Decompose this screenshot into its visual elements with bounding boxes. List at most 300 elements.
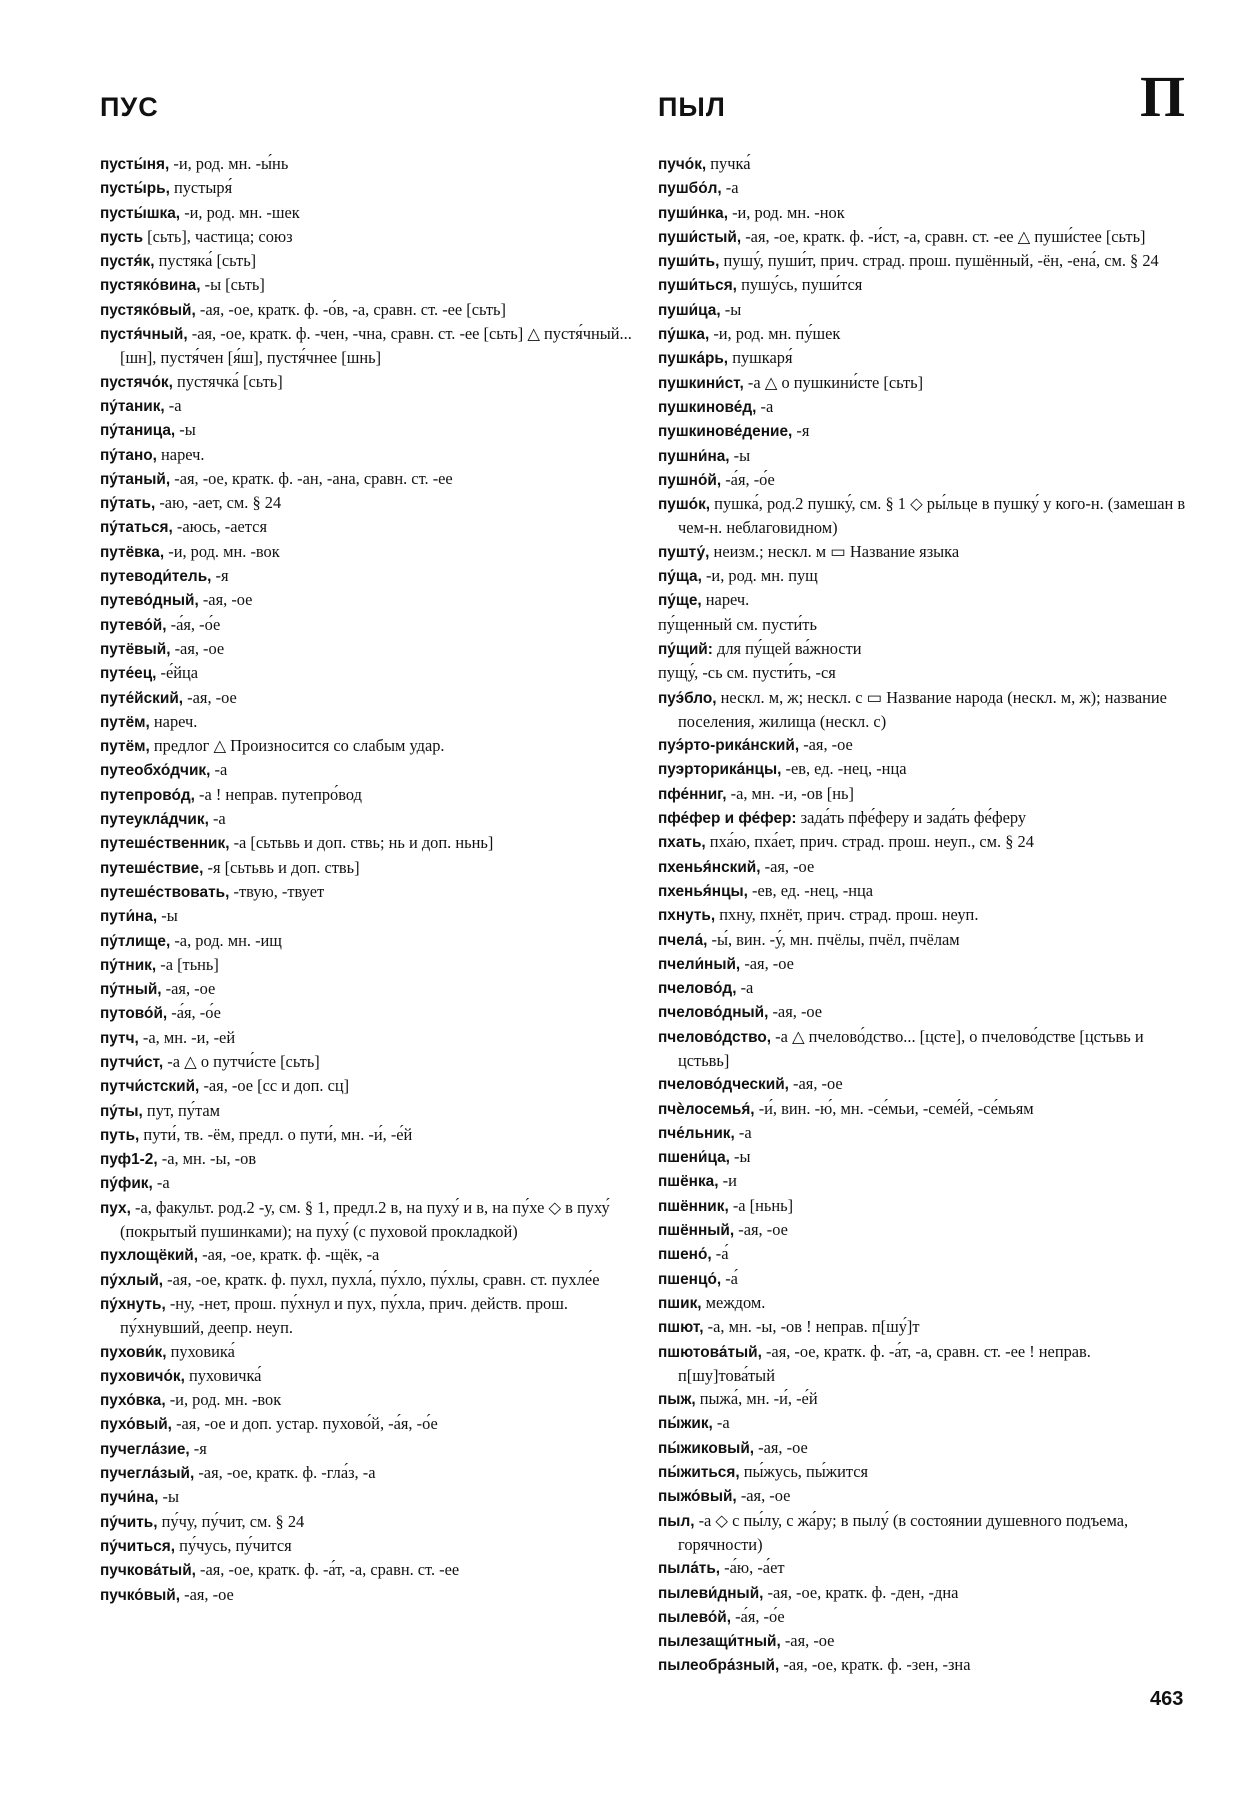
dictionary-entry xyxy=(100,1123,632,1147)
entry-headword: путеше́ственник, xyxy=(100,835,230,853)
entry-definition: нареч. xyxy=(701,590,750,610)
entry-headword: пушкини́ст, xyxy=(658,374,744,392)
entry-definition: -ев, ед. -нец, -нца xyxy=(747,880,874,900)
entry-headword: пуши́ца, xyxy=(658,301,721,319)
dictionary-entry xyxy=(100,880,632,904)
entry-definition: -и, род. мн. пу́шек xyxy=(709,324,841,344)
dictionary-entry xyxy=(658,1169,1190,1193)
entry-headword: пылево́й, xyxy=(658,1608,731,1626)
entry-definition: зада́ть пфе́феру и зада́ть фе́феру xyxy=(796,808,1027,828)
dictionary-entry xyxy=(658,637,1190,661)
entry-headword: пыла́ть, xyxy=(658,1560,721,1578)
entry-headword: пу́фик, xyxy=(100,1175,153,1193)
dictionary-entry xyxy=(658,1000,1190,1024)
entry-definition: -ев, ед. -нец, -нца xyxy=(781,759,907,779)
dictionary-entry xyxy=(658,1218,1190,1242)
dictionary-entry xyxy=(100,1026,632,1050)
entry-headword: пустячо́к, xyxy=(100,373,173,391)
entry-definition: -ая, -ое xyxy=(740,953,794,973)
dictionary-entry xyxy=(658,1411,1190,1435)
entry-definition: -ая, -ое, кратк. ф. пухл, пухла́, пу́хло, пу́хлы, сравн. ст. пухле́е xyxy=(163,1269,600,1289)
entry-definition: пут, пу́там xyxy=(142,1100,220,1120)
entry-definition: -ая, -ое, кратк. ф. -чен, -чна, сравн. ст. -ее [сьть] △ пустя́чный... [шн], пустя́чен [я́ш], пустя́чнее [шнь] xyxy=(120,324,632,368)
entry-definition: -и xyxy=(718,1171,737,1191)
dictionary-entry xyxy=(658,298,1190,322)
entry-headword: пшенцо́, xyxy=(658,1270,722,1288)
entry-headword: пушно́й, xyxy=(658,471,722,489)
dictionary-entry xyxy=(100,515,632,539)
entry-headword: пшени́ца, xyxy=(658,1149,730,1167)
entry-headword: пчелово́дство, xyxy=(658,1028,772,1046)
entry-headword: пу́шка, xyxy=(658,326,710,344)
entry-definition: -а, род. мн. -ищ xyxy=(170,930,282,950)
entry-definition: -а, мн. -и, -ов [нь] xyxy=(726,783,854,803)
entry-headword: пуф1-2, xyxy=(100,1151,158,1169)
dictionary-entry xyxy=(658,468,1190,492)
entry-definition: [сьть], частица; союз xyxy=(143,226,293,246)
entry-definition: -ая, -ое, кратк. ф. -ан, -ана, сравн. ст. -ее xyxy=(170,468,453,488)
entry-headword: пу́хлый, xyxy=(100,1271,164,1289)
dictionary-entry xyxy=(100,1510,632,1534)
entry-headword: пыл, xyxy=(658,1512,695,1530)
entry-headword: пу́тать, xyxy=(100,495,156,513)
dictionary-entry xyxy=(658,830,1190,854)
dictionary-entry xyxy=(658,201,1190,225)
entry-headword: путево́дный, xyxy=(100,592,199,610)
entry-headword: путём, xyxy=(100,738,150,756)
entry-definition: -а xyxy=(736,978,754,998)
entry-definition: -ая, -ое, кратк. ф. -а́т, -а, сравн. ст. -ее ! неправ. п[шу]това́тый xyxy=(678,1341,1091,1385)
entry-headword: пфе́фер и фе́фер: xyxy=(658,810,797,828)
entry-definition: пуховичка́ xyxy=(184,1365,262,1385)
entry-definition: нареч. xyxy=(149,711,198,731)
entry-definition: пушу́сь, пуши́тся xyxy=(736,275,863,295)
entry-definition: -а ◇ с пы́лу, с жа́ру; в пылу́ (в состоянии душевного подъема, горячности) xyxy=(678,1510,1129,1554)
dictionary-entry xyxy=(100,1388,632,1412)
entry-headword: пуэ́бло, xyxy=(658,689,717,707)
dictionary-entry xyxy=(658,540,1190,564)
entry-headword: пусть xyxy=(100,228,144,246)
dictionary-entry xyxy=(100,977,632,1001)
dictionary-entry xyxy=(658,903,1190,927)
entry-headword: пусты́рь, xyxy=(100,180,170,198)
entry-headword: пу́щий: xyxy=(658,640,713,658)
dictionary-entry xyxy=(100,225,632,249)
dictionary-entry xyxy=(658,249,1190,273)
entry-definition: -ы xyxy=(157,906,178,926)
entry-definition: -ая, -ое xyxy=(198,590,253,610)
left-column xyxy=(100,152,632,1607)
dictionary-entry xyxy=(100,588,632,612)
entry-definition: -а xyxy=(210,760,228,780)
dictionary-entry xyxy=(658,733,1190,757)
dictionary-entry xyxy=(100,1461,632,1485)
entry-headword: пухови́к, xyxy=(100,1343,167,1361)
entry-definition: -ы xyxy=(175,420,196,440)
entry-headword: пу́тано, xyxy=(100,446,157,464)
dictionary-entry xyxy=(100,1099,632,1123)
entry-definition: -ая, -ое xyxy=(180,1584,234,1604)
dictionary-entry xyxy=(658,1340,1190,1388)
entry-headword: пче́льник, xyxy=(658,1124,735,1142)
dictionary-entry xyxy=(658,419,1190,443)
entry-definition: пу́чусь, пу́чится xyxy=(175,1535,292,1555)
dictionary-entry xyxy=(100,904,632,928)
entry-definition: пушкаря́ xyxy=(728,348,793,368)
entry-headword: пыжо́вый, xyxy=(658,1488,737,1506)
entry-headword: пухо́вка, xyxy=(100,1392,166,1410)
entry-headword: пухо́вый, xyxy=(100,1416,172,1434)
entry-definition: -ая, -ое и доп. устар. пухово́й, -а́я, -о́е xyxy=(171,1414,438,1434)
entry-headword: пу́читься, xyxy=(100,1537,176,1555)
dictionary-entry xyxy=(658,1484,1190,1508)
entry-headword: пушни́на, xyxy=(658,447,730,465)
entry-definition: -ая, -ое [сс и доп. сц] xyxy=(199,1076,350,1096)
dictionary-entry xyxy=(658,879,1190,903)
entry-headword: пучкова́тый, xyxy=(100,1562,196,1580)
entry-headword: путёвый, xyxy=(100,640,171,658)
dictionary-entry xyxy=(100,201,632,225)
entry-definition: -ая, -ое xyxy=(768,1002,823,1022)
dictionary-entry xyxy=(100,564,632,588)
entry-definition: -ну, -нет, прош. пу́хнул и пух, пу́хла, прич. действ. прош. пу́хнувший, деепр. неуп. xyxy=(120,1293,568,1338)
entry-definition: -ая, -ое, кратк. ф. -ден, -дна xyxy=(763,1582,959,1602)
entry-headword: пути́на, xyxy=(100,908,158,926)
dictionary-entry xyxy=(100,298,632,322)
entry-definition: -а xyxy=(712,1413,730,1433)
dictionary-entry xyxy=(100,491,632,515)
entry-definition: -я xyxy=(792,421,810,441)
dictionary-entry xyxy=(658,225,1190,249)
entry-definition: -ы xyxy=(729,445,751,465)
entry-headword: путём, xyxy=(100,713,150,731)
entry-definition: -а xyxy=(756,396,774,416)
entry-headword: пу́тлище, xyxy=(100,932,171,950)
entry-definition: -а xyxy=(734,1122,752,1142)
entry-headword: пчелово́дный, xyxy=(658,1004,769,1022)
entry-definition: -ая, -ое, кратк. ф. -и́ст, -а, сравн. ст. -ее △ пуши́стее [сьть] xyxy=(741,226,1146,246)
entry-headword: пушту́, xyxy=(658,543,710,561)
entry-definition: -а́я, -о́е xyxy=(166,614,221,634)
dictionary-entry xyxy=(100,370,632,394)
entry-definition: нескл. м, ж; нескл. с ▭ Название народа (нескл. м, ж); название поселения, жилища (нескл. с) xyxy=(678,687,1167,731)
page-number: 463 xyxy=(1150,1688,1184,1710)
entry-headword: пустяко́вый, xyxy=(100,301,196,319)
dictionary-entry xyxy=(100,1001,632,1025)
entry-headword: пхенья́нский, xyxy=(658,858,761,876)
dictionary-entry xyxy=(658,1121,1190,1145)
dictionary-entry xyxy=(100,637,632,661)
entry-definition: пустыря́ xyxy=(169,178,233,198)
running-head-right: ПЫЛ xyxy=(658,92,726,122)
entry-headword: пу́тный, xyxy=(100,981,162,999)
entry-headword: пшютова́тый, xyxy=(658,1343,762,1361)
entry-headword: пхнуть, xyxy=(658,907,716,925)
dictionary-entry xyxy=(658,1509,1190,1557)
entry-definition: -а xyxy=(152,1173,170,1193)
entry-definition: -а △ пчелово́дство... [цсте], о пчелово́дстве [цстьвь и цстьвь] xyxy=(678,1026,1144,1070)
entry-headword: путеше́ствие, xyxy=(100,859,204,877)
dictionary-entry xyxy=(658,1097,1190,1121)
entry-headword: пы́житься, xyxy=(658,1464,740,1482)
entry-definition: -ая, -ое xyxy=(799,735,853,755)
entry-definition: -я xyxy=(211,566,229,586)
entry-definition: -а [сьтьвь и доп. ствь; нь и доп. ньнь] xyxy=(229,833,494,853)
entry-definition: -и, род. мн. -вок xyxy=(164,541,280,561)
entry-headword: путе́ец, xyxy=(100,665,157,683)
entry-definition: -а́ xyxy=(711,1244,729,1264)
dictionary-entry xyxy=(100,1437,632,1461)
dictionary-entry xyxy=(658,152,1190,176)
entry-definition: -а xyxy=(208,809,226,829)
dictionary-entry xyxy=(658,952,1190,976)
entry-headword: пы́жик, xyxy=(658,1415,713,1433)
entry-definition: -а́ xyxy=(721,1268,738,1288)
entry-definition: -аю, -ает, см. § 24 xyxy=(155,493,282,513)
entry-headword: пустяко́вина, xyxy=(100,277,201,295)
dictionary-entry xyxy=(100,613,632,637)
entry-headword: пусты́шка, xyxy=(100,204,181,222)
entry-definition: -а △ о путчи́сте [сьть] xyxy=(163,1051,320,1071)
entry-definition: -а ! неправ. путепро́вод xyxy=(194,784,362,804)
dictionary-entry xyxy=(100,1340,632,1364)
entry-definition: -и, род. мн. пущ xyxy=(701,566,818,586)
entry-definition: -и, род. мн. -ы́нь xyxy=(169,154,289,173)
dictionary-entry xyxy=(100,1364,632,1388)
entry-definition: -и́, вин. -ю́, мн. -се́мьи, -семе́й, -се́мьям xyxy=(754,1098,1034,1118)
entry-headword: путеобхо́дчик, xyxy=(100,762,211,780)
entry-definition: -а [ньнь] xyxy=(728,1195,794,1215)
entry-headword: пшют, xyxy=(658,1319,704,1337)
entry-headword: путчи́стский, xyxy=(100,1078,200,1096)
dictionary-entry xyxy=(100,467,632,491)
entry-headword: пылеви́дный, xyxy=(658,1584,764,1602)
dictionary-entry xyxy=(100,1558,632,1582)
entry-definition: -ая, -ое xyxy=(754,1437,808,1457)
entry-definition: междом. xyxy=(701,1292,766,1312)
dictionary-entry xyxy=(100,686,632,710)
dictionary-entry xyxy=(100,443,632,467)
entry-definition: пуховика́ xyxy=(166,1341,235,1361)
entry-headword: пучи́на, xyxy=(100,1489,159,1507)
entry-definition: нареч. xyxy=(156,444,205,464)
entry-headword: пуши́нка, xyxy=(658,204,728,222)
entry-definition: для пу́щей ва́жности xyxy=(712,638,862,658)
entry-definition: -а △ о пушкини́сте [сьть] xyxy=(743,372,924,392)
entry-definition: -ы xyxy=(729,1147,751,1167)
entry-headword: пушбо́л, xyxy=(658,180,722,198)
entry-headword: путч, xyxy=(100,1029,139,1047)
entry-definition: пустяка́ [сьть] xyxy=(154,251,257,271)
dictionary-entry xyxy=(100,856,632,880)
dictionary-entry xyxy=(100,273,632,297)
entry-definition: -а́я, -о́е xyxy=(721,469,775,489)
entry-definition: -а [тьнь] xyxy=(156,954,219,974)
dictionary-entry xyxy=(658,346,1190,370)
entry-headword: пух, xyxy=(100,1199,131,1217)
entry-headword: путево́й, xyxy=(100,616,167,634)
dictionary-entry xyxy=(658,782,1190,806)
entry-headword: путе́йский, xyxy=(100,689,184,707)
entry-headword: пучегла́зие, xyxy=(100,1440,190,1458)
dictionary-entry xyxy=(658,1460,1190,1484)
dictionary-entry xyxy=(100,418,632,442)
entry-headword: пчѐлосемья́, xyxy=(658,1100,755,1118)
entry-definition: пха́ю, пха́ет, прич. страд. прош. неуп., см. § 24 xyxy=(705,832,1034,852)
entry-definition: пы́жусь, пы́жится xyxy=(739,1462,869,1482)
entry-definition: -а, мн. -и, -ей xyxy=(138,1027,236,1047)
dictionary-entry xyxy=(658,1629,1190,1653)
entry-headword: пшёнка, xyxy=(658,1173,719,1191)
dictionary-entry xyxy=(100,953,632,977)
entry-headword: пу́ща, xyxy=(658,568,702,586)
entry-headword: пу́таный, xyxy=(100,470,171,488)
entry-definition: предлог △ Произносится со слабым удар. xyxy=(149,736,445,756)
entry-headword: пучегла́зый, xyxy=(100,1465,195,1483)
dictionary-entry xyxy=(658,395,1190,419)
entry-definition: неизм.; нескл. м ▭ Название языка xyxy=(709,541,960,561)
entry-headword: путчи́ст, xyxy=(100,1053,164,1071)
entry-headword: пу́ще, xyxy=(658,592,702,610)
dictionary-entry xyxy=(100,661,632,685)
entry-definition: -ая, -ое xyxy=(736,1486,791,1506)
dictionary-entry xyxy=(100,1243,632,1267)
entry-definition: -я [сьтьвь и доп. ствь] xyxy=(203,857,360,877)
entry-headword: путеводи́тель, xyxy=(100,568,212,586)
running-head-left: ПУС xyxy=(100,92,159,122)
dictionary-entry xyxy=(100,1196,632,1244)
dictionary-entry xyxy=(658,613,1190,637)
dictionary-entry xyxy=(658,855,1190,879)
entry-headword: пшённый, xyxy=(658,1222,735,1240)
dictionary-entry xyxy=(100,176,632,200)
dictionary-entry xyxy=(658,588,1190,612)
entry-headword: пыж, xyxy=(658,1391,696,1409)
entry-headword: пу́чить, xyxy=(100,1513,158,1531)
entry-definition: -ая, -ое xyxy=(780,1631,835,1651)
entry-definition: -аюсь, -ается xyxy=(172,517,267,537)
dictionary-entry xyxy=(658,371,1190,395)
entry-definition: -и, род. мн. -шек xyxy=(180,202,300,222)
entry-definition: -ая, -ое xyxy=(183,687,237,707)
entry-headword: пы́жиковый, xyxy=(658,1439,755,1457)
entry-definition: пушка́, род.2 пушку́, см. § 1 ◇ ры́льце в пушку́ у кого-н. (замешан в чем-н. неблаговидном) xyxy=(678,494,1186,538)
dictionary-entry xyxy=(100,1292,632,1340)
entry-headword: пушкинове́д, xyxy=(658,398,757,416)
dictionary-entry xyxy=(100,1412,632,1436)
dictionary-entry xyxy=(100,783,632,807)
dictionary-entry xyxy=(658,444,1190,468)
right-column xyxy=(658,152,1190,1678)
entry-headword: пчела́, xyxy=(658,931,708,949)
entry-headword: пылезащи́тный, xyxy=(658,1633,781,1651)
entry-definition: пустячка́ [сьть] xyxy=(172,371,283,391)
entry-definition: пу́щенный см. пусти́ть xyxy=(658,614,817,634)
dictionary-entry xyxy=(100,1171,632,1195)
entry-headword: пучо́к, xyxy=(658,156,707,173)
dictionary-entry xyxy=(100,710,632,734)
dictionary-entry xyxy=(658,273,1190,297)
dictionary-entry xyxy=(658,1145,1190,1169)
entry-headword: пуэрторика́нцы, xyxy=(658,761,782,779)
entry-headword: пхать, xyxy=(658,834,706,852)
dictionary-entry xyxy=(100,1534,632,1558)
dictionary-entry xyxy=(100,929,632,953)
entry-definition: пути́, тв. -ём, предл. о пути́, мн. -и́, -е́й xyxy=(139,1124,413,1144)
entry-definition: -я xyxy=(189,1438,207,1458)
entry-definition: -а́ю, -а́ет xyxy=(720,1558,785,1578)
entry-headword: пчелово́д, xyxy=(658,980,737,998)
dictionary-entry xyxy=(100,758,632,782)
dictionary-entry xyxy=(658,661,1190,685)
dictionary-entry xyxy=(100,1147,632,1171)
dictionary-entry xyxy=(658,1315,1190,1339)
dictionary-entry xyxy=(100,734,632,758)
entry-headword: пустя́к, xyxy=(100,253,155,271)
entry-headword: пуши́ться, xyxy=(658,277,737,295)
entry-definition: -ая, -ое, кратк. ф. -зен, -зна xyxy=(779,1655,971,1675)
dictionary-entry xyxy=(658,1387,1190,1411)
entry-definition: пыжа́, мн. -и́, -е́й xyxy=(695,1389,818,1409)
entry-definition: -а́я, -о́е xyxy=(167,1003,221,1023)
entry-headword: пу́таница, xyxy=(100,422,176,440)
entry-headword: пуши́ть, xyxy=(658,253,720,271)
entry-definition: пхну, пхнёт, прич. страд. прош. неуп. xyxy=(715,905,979,925)
dictionary-entry xyxy=(658,757,1190,781)
entry-headword: пу́ты, xyxy=(100,1102,143,1120)
dictionary-entry xyxy=(100,1485,632,1509)
entry-definition: -ы xyxy=(720,299,742,319)
entry-headword: пчели́ный, xyxy=(658,955,741,973)
entry-definition: -и, род. мн. -нок xyxy=(727,202,845,222)
dictionary-entry xyxy=(658,1267,1190,1291)
dictionary-entry xyxy=(658,1194,1190,1218)
entry-definition: -е́йца xyxy=(156,663,199,683)
entry-definition: -ая, -ое, кратк. ф. -а́т, -а, сравн. ст. -ее xyxy=(195,1560,460,1580)
entry-headword: путово́й, xyxy=(100,1005,168,1023)
entry-definition: -ы xyxy=(158,1487,179,1507)
dictionary-entry xyxy=(658,176,1190,200)
entry-headword: пшённик, xyxy=(658,1197,729,1215)
entry-definition: -ая, -ое, кратк. ф. -щёк, -а xyxy=(198,1245,380,1265)
entry-headword: пушо́к, xyxy=(658,496,711,514)
entry-headword: путепрово́д, xyxy=(100,786,195,804)
entry-headword: путеше́ствовать, xyxy=(100,883,230,901)
entry-headword: пу́таник, xyxy=(100,397,165,415)
dictionary-entry xyxy=(658,1556,1190,1580)
entry-definition: -а, мн. -ы, -ов ! неправ. п[шу́]т xyxy=(703,1317,920,1337)
dictionary-entry xyxy=(100,1268,632,1292)
entry-headword: пучко́вый, xyxy=(100,1586,181,1604)
entry-headword: пуши́стый, xyxy=(658,228,742,246)
entry-definition: -а́я, -о́е xyxy=(730,1606,785,1626)
dictionary-entry xyxy=(658,1581,1190,1605)
dictionary-entry xyxy=(658,1291,1190,1315)
entry-headword: пхенья́нцы, xyxy=(658,882,748,900)
entry-definition: пу́чу, пу́чит, см. § 24 xyxy=(157,1511,305,1531)
dictionary-entry xyxy=(658,1025,1190,1073)
section-letter: П xyxy=(1140,64,1186,129)
dictionary-entry xyxy=(658,322,1190,346)
dictionary-entry xyxy=(100,152,632,176)
entry-headword: пылеобра́зный, xyxy=(658,1657,780,1675)
entry-definition: -ая, -ое xyxy=(161,979,216,999)
entry-definition: -твую, -твует xyxy=(229,881,325,901)
entry-definition: пучка́ xyxy=(706,154,751,173)
entry-headword: путёвка, xyxy=(100,543,165,561)
entry-definition: пушу́, пуши́т, прич. страд. прош. пушённый, -ён, -ена́, см. § 24 xyxy=(719,251,1159,271)
dictionary-entry xyxy=(658,564,1190,588)
